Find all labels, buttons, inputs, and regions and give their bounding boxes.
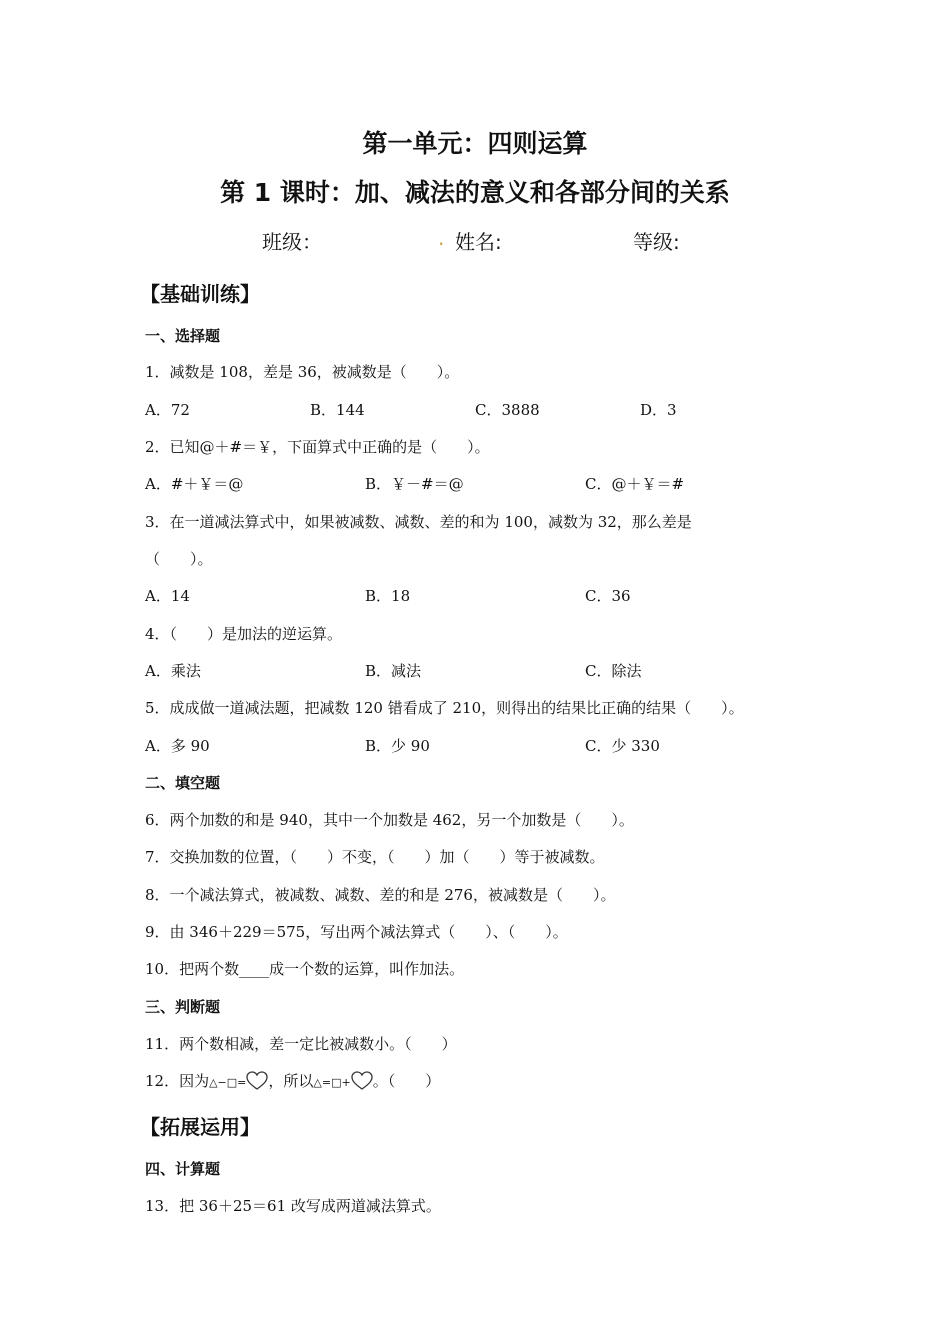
q4-option-b: B．减法 bbox=[365, 662, 422, 680]
q2-option-b: B．￥－#＝@ bbox=[365, 475, 464, 493]
page-title: 第一单元：四则运算 bbox=[362, 129, 588, 158]
q12-equation-1: △−□= bbox=[209, 1076, 247, 1089]
q1-option-c: C．3888 bbox=[475, 401, 540, 419]
q12-prefix: 12．因为 bbox=[145, 1072, 210, 1090]
q12-middle: ，所以 bbox=[268, 1072, 314, 1090]
q3-option-c: C．36 bbox=[585, 587, 631, 605]
part-fill-blank: 二、填空题 bbox=[145, 774, 221, 792]
question-12 bbox=[145, 1070, 440, 1091]
section-extend: 【拓展运用】 bbox=[140, 1115, 260, 1139]
q5-option-c: C．少 330 bbox=[585, 737, 660, 755]
question-11: 11．两个数相减，差一定比被减数小。（ ） bbox=[145, 1035, 457, 1053]
q4-option-a: A．乘法 bbox=[145, 662, 201, 680]
q4-option-c: C．除法 bbox=[585, 662, 642, 680]
q1-option-a: A．72 bbox=[145, 401, 190, 419]
q12-equation-2: △=□+ bbox=[313, 1076, 351, 1089]
question-6: 6．两个加数的和是 940，其中一个加数是 462，另一个加数是（ ）。 bbox=[145, 811, 634, 829]
question-4: 4．（ ）是加法的逆运算。 bbox=[145, 625, 343, 643]
section-basic: 【基础训练】 bbox=[140, 282, 260, 306]
question-3-line2: （ ）。 bbox=[145, 550, 213, 568]
question-9: 9．由 346＋229＝575，写出两个减法算式（ ）、（ ）。 bbox=[145, 923, 568, 941]
question-5: 5．成成做一道减法题，把减数 120 错看成了 210，则得出的结果比正确的结果（ ）。 bbox=[145, 699, 744, 717]
q1-option-b: B．144 bbox=[310, 401, 365, 419]
q12-end: 。（ ） bbox=[372, 1072, 441, 1090]
question-1: 1．减数是 108，差是 36，被减数是（ ）。 bbox=[145, 363, 460, 381]
q1-option-d: D．3 bbox=[640, 401, 677, 419]
question-13: 13．把 36＋25＝61 改写成两道减法算式。 bbox=[145, 1197, 441, 1215]
grade-label: 等级: bbox=[633, 230, 680, 254]
class-label: 班级： bbox=[262, 230, 322, 254]
question-10: 10．把两个数____成一个数的运算，叫作加法。 bbox=[145, 960, 465, 978]
heart-icon bbox=[351, 1071, 373, 1091]
q5-option-b: B．少 90 bbox=[365, 737, 430, 755]
lesson-subtitle: 第 1 课时：加、减法的意义和各部分间的关系 bbox=[220, 178, 730, 207]
part-calculation: 四、计算题 bbox=[145, 1160, 221, 1178]
q3-option-b: B．18 bbox=[365, 587, 411, 605]
separator-dot: . bbox=[438, 226, 445, 250]
part-true-false: 三、判断题 bbox=[145, 998, 221, 1016]
question-3-line1: 3．在一道减法算式中，如果被减数、减数、差的和为 100，减数为 32，那么差是 bbox=[145, 513, 692, 531]
q5-option-a: A．多 90 bbox=[145, 737, 210, 755]
name-label: 姓名: bbox=[455, 230, 502, 254]
q3-option-a: A．14 bbox=[145, 587, 190, 605]
q2-option-c: C．@＋￥＝# bbox=[585, 475, 685, 493]
question-7: 7．交换加数的位置，（ ）不变，（ ）加（ ）等于被减数。 bbox=[145, 848, 605, 866]
q2-option-a: A．#＋￥＝@ bbox=[145, 475, 244, 493]
heart-icon bbox=[246, 1071, 268, 1091]
question-2: 2．已知@＋#＝￥，下面算式中正确的是（ ）。 bbox=[145, 438, 490, 456]
part-choice: 一、选择题 bbox=[145, 327, 221, 345]
question-8: 8．一个减法算式，被减数、减数、差的和是 276，被减数是（ ）。 bbox=[145, 886, 616, 904]
